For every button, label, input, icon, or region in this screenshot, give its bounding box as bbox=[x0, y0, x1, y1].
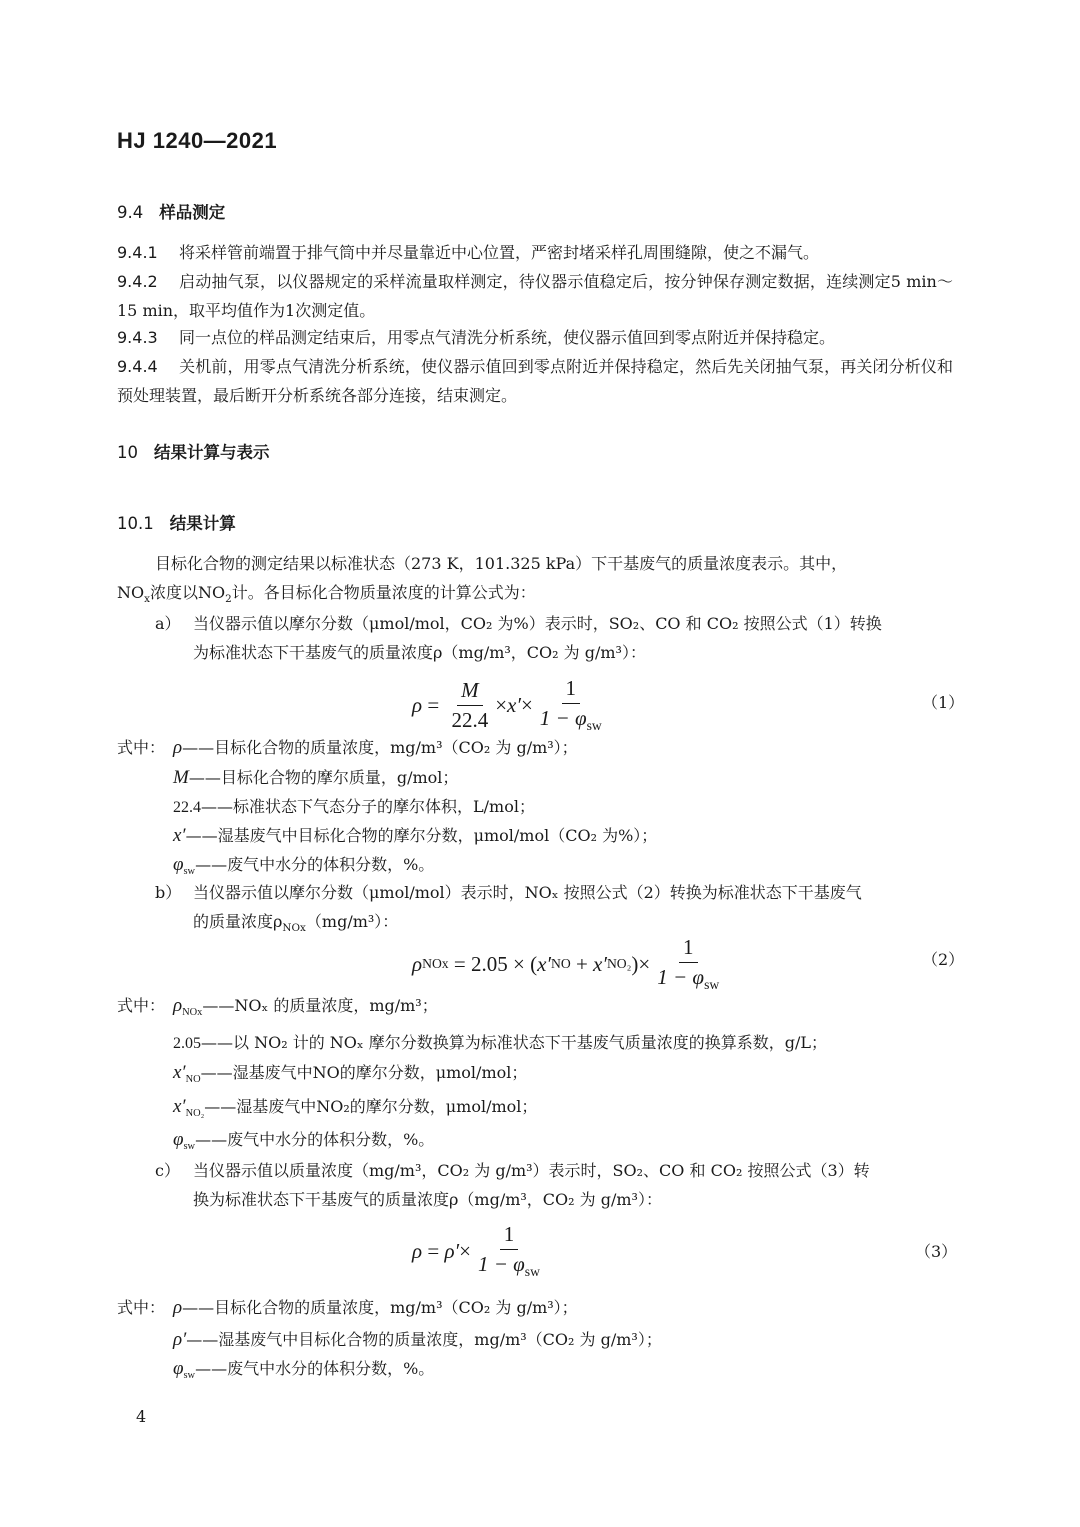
equation-3 bbox=[412, 1222, 547, 1280]
definition-symbol: x′ bbox=[173, 1096, 186, 1117]
definition-symbol: 22.4 bbox=[173, 799, 201, 816]
eq-symbol: x′ bbox=[537, 951, 551, 976]
definition-subscript: NO bbox=[185, 1074, 201, 1086]
definition-row bbox=[173, 1030, 827, 1053]
definition-symbol: φ bbox=[173, 1129, 184, 1150]
denominator: 22.4 bbox=[451, 707, 489, 732]
subscript: sw bbox=[586, 718, 602, 734]
subscript: NO bbox=[550, 956, 571, 972]
definition-symbol: 2.05 bbox=[173, 1035, 201, 1052]
definition-symbol: ρ bbox=[173, 1297, 183, 1318]
definition-symbol: x′ bbox=[173, 1062, 186, 1083]
definition-row bbox=[173, 765, 458, 789]
definition-row bbox=[173, 1127, 434, 1152]
definition-symbol: x′ bbox=[173, 825, 186, 846]
definition-row bbox=[173, 1094, 537, 1119]
eq-operator: × bbox=[459, 1238, 471, 1263]
clause-number: 9.4.1 bbox=[117, 243, 158, 262]
clause-9-4-2 bbox=[117, 267, 953, 325]
definition-text: ——湿基废气中NO₂的摩尔分数，μmol/mol； bbox=[204, 1097, 538, 1116]
eq-operator: × bbox=[638, 951, 651, 976]
fraction bbox=[653, 935, 723, 993]
numerator: M bbox=[457, 678, 483, 706]
eq-symbol: x′ bbox=[593, 951, 607, 976]
section-10-1-heading bbox=[117, 510, 236, 534]
definition-row bbox=[173, 823, 657, 847]
definition-symbol: M bbox=[173, 767, 189, 788]
item-a-line-2: 为标准状态下干基废气的质量浓度ρ（mg/m³，CO₂ 为 g/m³）： bbox=[193, 643, 646, 662]
definition-row bbox=[173, 794, 535, 817]
section-9-4-heading bbox=[117, 199, 225, 223]
definition-subscript: NOx bbox=[182, 1007, 203, 1019]
standard-number: HJ 1240—2021 bbox=[117, 128, 278, 153]
section-number: 9.4 bbox=[117, 203, 144, 222]
definition-row bbox=[173, 1060, 527, 1085]
eq-operator: = 2.05 × bbox=[453, 951, 525, 976]
denominator-text: 1 − φ bbox=[657, 965, 705, 989]
intro-subscript: x bbox=[144, 593, 150, 606]
eq-symbol: x′ bbox=[507, 692, 521, 717]
equation-1 bbox=[412, 676, 609, 734]
definition-text: ——目标化合物的摩尔质量，g/mol； bbox=[188, 768, 459, 787]
where-label: 式中： bbox=[117, 996, 166, 1015]
definition-row bbox=[173, 1327, 662, 1351]
definition-row bbox=[173, 1295, 578, 1319]
section-title: 结果计算与表示 bbox=[154, 443, 270, 462]
numerator: 1 bbox=[562, 676, 581, 704]
definition-symbol: ρ′ bbox=[173, 1329, 187, 1350]
equation-3-number: （3） bbox=[915, 1242, 958, 1261]
definition-row bbox=[173, 735, 578, 759]
definition-subscript: sw bbox=[183, 1141, 196, 1153]
definition-text: ——废气中水分的体积分数，%。 bbox=[195, 855, 435, 874]
eq-operator: × bbox=[520, 692, 533, 717]
item-c-line-1: 当仪器示值以质量浓度（mg/m³，CO₂ 为 g/m³）表示时，SO₂、CO 和 CO₂ 按照公式（3）转 bbox=[193, 1161, 870, 1180]
item-c-marker: c） bbox=[155, 1161, 180, 1180]
definition-symbol: φ bbox=[173, 854, 184, 875]
clause-text: 同一点位的样品测定结束后，用零点气清洗分析系统，使仪器示值回到零点附近并保持稳定。 bbox=[179, 328, 836, 347]
eq-symbol: ρ bbox=[412, 692, 423, 717]
eq-operator: × bbox=[495, 692, 508, 717]
equation-2: ρ NOx = 2.05 × ( x′ NO + x′ NO₂ ) × $\frac{1}{1 - \varphi_{sw}}$ bbox=[412, 935, 726, 993]
section-number: 10.1 bbox=[117, 514, 154, 533]
intro-line-1: 目标化合物的测定结果以标准状态（273 K，101.325 kPa）下干基废气的质量浓度表示。其中， bbox=[155, 554, 848, 573]
clause-number: 9.4.4 bbox=[117, 357, 158, 376]
denominator bbox=[536, 704, 606, 734]
clause-text: 将采样管前端置于排气筒中并尽量靠近中心位置，严密封堵采样孔周围缝隙，使之不漏气。 bbox=[179, 243, 820, 262]
eq-symbol: ρ bbox=[412, 1238, 423, 1263]
subscript: NOx bbox=[282, 922, 306, 935]
definition-text: ——目标化合物的质量浓度，mg/m³（CO₂ 为 g/m³）； bbox=[182, 1298, 578, 1317]
definition-text: ——湿基废气中NO的摩尔分数，μmol/mol； bbox=[200, 1063, 528, 1082]
clause-text: 关机前，用零点气清洗分析系统，使仪器示值回到零点附近并保持稳定，然后先关闭抽气泵，再关闭分析仪和预处理装置，最后断开分析系统各部分连接，结束测定。 bbox=[117, 357, 953, 405]
definition-text: ——NOₓ 的质量浓度，mg/m³； bbox=[202, 996, 438, 1015]
section-number: 10 bbox=[117, 443, 138, 462]
clause-9-4-4 bbox=[117, 352, 953, 410]
equation-1-number: （1） bbox=[922, 693, 965, 712]
clause-number: 9.4.2 bbox=[117, 272, 158, 291]
definition-subscript: sw bbox=[183, 866, 196, 878]
definition-row bbox=[173, 1356, 434, 1381]
clause-9-4-1 bbox=[117, 238, 953, 267]
clause-text: 启动抽气泵，以仪器规定的采样流量取样测定，待仪器示值稳定后，按分钟保存测定数据，连续测定5 min～15 min，取平均值作为1次测定值。 bbox=[117, 272, 953, 320]
where-label: 式中： bbox=[117, 1298, 166, 1317]
definition-symbol: φ bbox=[173, 1358, 184, 1379]
clause-9-4-3 bbox=[117, 323, 953, 352]
intro-part: 计。各目标化合物质量浓度的计算公式为： bbox=[231, 583, 536, 602]
definition-symbol: ρ bbox=[173, 995, 183, 1016]
numerator: 1 bbox=[679, 935, 698, 963]
definition-subscript: NO₂ bbox=[185, 1108, 205, 1120]
subscript: NOx bbox=[422, 956, 449, 972]
item-c-line-2: 换为标准状态下干基废气的质量浓度ρ（mg/m³，CO₂ 为 g/m³）： bbox=[193, 1190, 662, 1209]
subscript: NO₂ bbox=[606, 956, 632, 972]
intro-subscript: 2 bbox=[225, 593, 232, 606]
eq-symbol: ρ bbox=[412, 951, 423, 976]
definition-text: ——废气中水分的体积分数，%。 bbox=[195, 1130, 435, 1149]
definition-text: ——湿基废气中目标化合物的质量浓度，mg/m³（CO₂ 为 g/m³）； bbox=[186, 1330, 662, 1349]
denominator bbox=[653, 963, 723, 993]
equation-2-number: （2） bbox=[922, 950, 965, 969]
where-label: 式中： bbox=[117, 738, 166, 757]
item-b-text: 的质量浓度ρ bbox=[193, 912, 283, 931]
eq-operator: + bbox=[575, 951, 588, 976]
page-number: 4 bbox=[136, 1407, 147, 1426]
intro-part: NO bbox=[117, 583, 145, 602]
definition-row bbox=[173, 852, 434, 877]
item-a-marker: a） bbox=[155, 614, 181, 633]
definition-text: ——目标化合物的质量浓度，mg/m³（CO₂ 为 g/m³）； bbox=[182, 738, 578, 757]
item-b-text: （mg/m³）： bbox=[305, 912, 399, 931]
eq-symbol: ρ′ bbox=[444, 1238, 460, 1263]
clause-number: 9.4.3 bbox=[117, 328, 158, 347]
denominator bbox=[474, 1250, 544, 1280]
item-a-line-1: 当仪器示值以摩尔分数（μmol/mol，CO₂ 为%）表示时，SO₂、CO 和 CO₂ 按照公式（1）转换 bbox=[193, 614, 882, 633]
fraction bbox=[536, 676, 606, 734]
definition-row bbox=[173, 993, 438, 1018]
item-b-marker: b） bbox=[155, 883, 182, 902]
fraction bbox=[447, 678, 492, 733]
fraction bbox=[474, 1222, 544, 1280]
definition-text: ——标准状态下气态分子的摩尔体积，L/mol； bbox=[201, 797, 535, 816]
subscript: sw bbox=[524, 1264, 540, 1280]
definition-text: ——以 NO₂ 计的 NOₓ 摩尔分数换算为标准状态下干基废气质量浓度的换算系数，g/L； bbox=[201, 1033, 828, 1052]
eq-operator: = bbox=[427, 692, 440, 717]
section-title: 结果计算 bbox=[169, 514, 236, 533]
subscript: sw bbox=[704, 977, 720, 993]
eq-operator: = bbox=[427, 1238, 440, 1263]
definition-text: ——湿基废气中目标化合物的摩尔分数，μmol/mol（CO₂ 为%）； bbox=[185, 826, 658, 845]
item-b-line-2 bbox=[193, 909, 398, 934]
definition-symbol: ρ bbox=[173, 737, 183, 758]
definition-text: ——废气中水分的体积分数，%。 bbox=[195, 1359, 435, 1378]
intro-line-2 bbox=[117, 580, 536, 605]
section-title: 样品测定 bbox=[159, 203, 226, 222]
item-b-line-1: 当仪器示值以摩尔分数（μmol/mol）表示时，NOₓ 按照公式（2）转换为标准状态下干基废气 bbox=[193, 883, 862, 902]
intro-part: 浓度以NO bbox=[150, 583, 226, 602]
section-10-heading bbox=[117, 439, 270, 463]
denominator-text: 1 − φ bbox=[539, 706, 587, 730]
denominator-text: 1 − φ bbox=[477, 1252, 525, 1276]
numerator: 1 bbox=[500, 1222, 519, 1250]
definition-subscript: sw bbox=[183, 1370, 196, 1382]
